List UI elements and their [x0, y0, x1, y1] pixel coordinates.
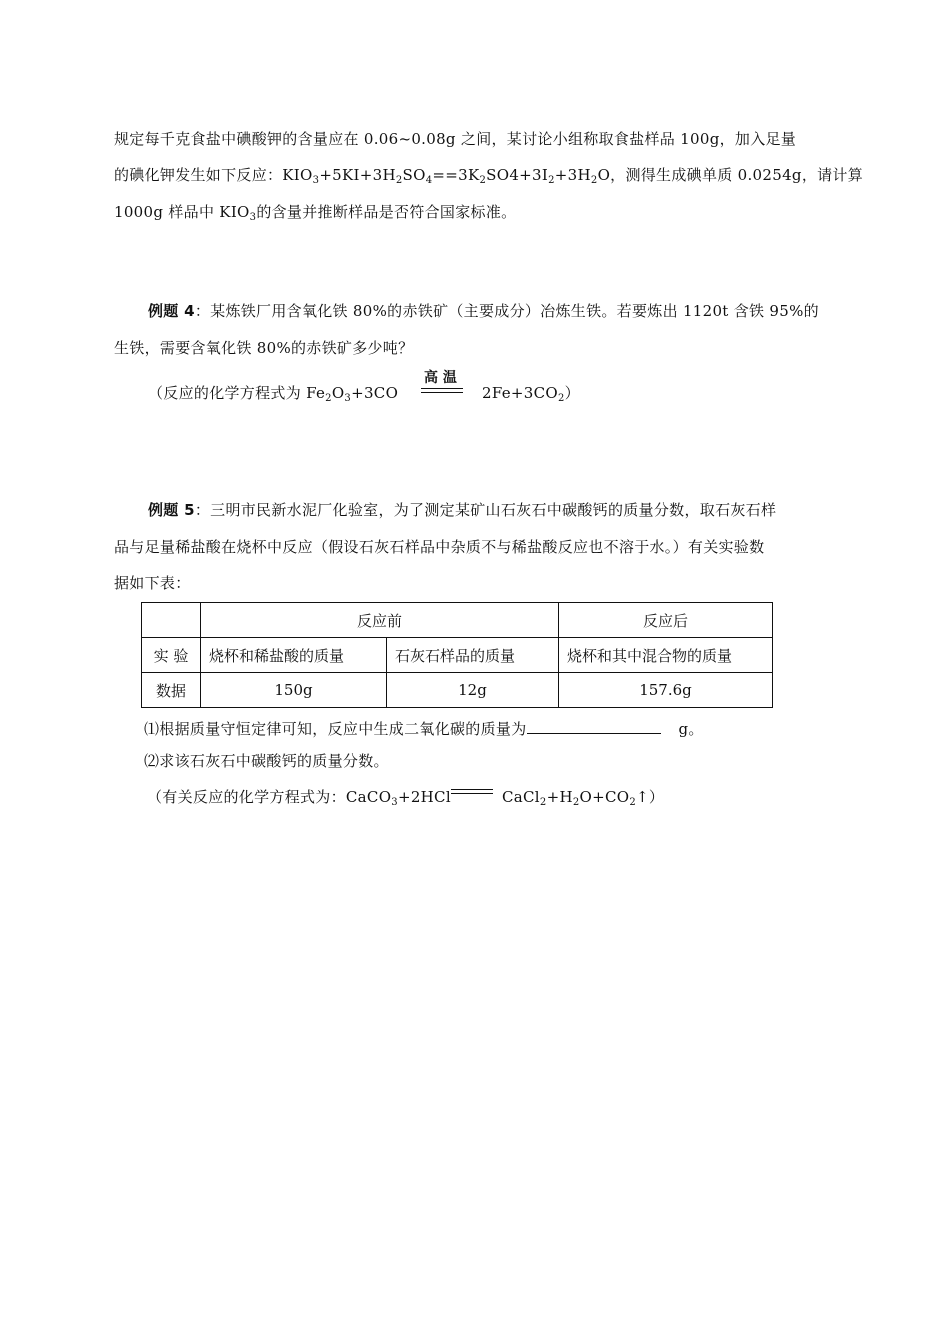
table-column-header: 烧杯和其中混合物的质量 — [559, 638, 773, 673]
example-label: 例题 5 — [148, 501, 195, 519]
table-header-cell: 反应后 — [559, 603, 773, 638]
data-table — [141, 602, 773, 708]
table-cell: 12g — [387, 673, 559, 708]
table-cell: 157.6g — [559, 673, 773, 708]
example-5-line: 品与足量稀盐酸在烧杯中反应（假设石灰石样品中杂质不与稀盐酸反应也不溶于水。）有关实验数 — [114, 538, 765, 556]
double-equals-sign — [451, 789, 493, 794]
table-cell — [142, 603, 201, 638]
equation-line: （有关反应的化学方程式为：CaCO$_3$+2HCl — [147, 788, 451, 808]
example-4-line: 生铁，需要含氧化铁 80%的赤铁矿多少吨？ — [114, 339, 414, 357]
paragraph-line: 1000g 样品中 $KIO_3$的含量并推断样品是否符合国家标准。 — [114, 203, 517, 223]
example-label: 例题 4 — [148, 302, 195, 320]
equation-line: （反应的化学方程式为 $Fe_2O_3+3CO$ — [148, 384, 399, 404]
table-column-header: 烧杯和稀盐酸的质量 — [201, 638, 387, 673]
reaction-condition: 高 温 — [424, 370, 457, 386]
table-row — [142, 673, 773, 708]
question-1: ⑴根据质量守恒定律可知，反应中生成二氧化碳的质量为 g。 — [144, 720, 704, 738]
question-2: ⑵求该石灰石中碳酸钙的质量分数。 — [144, 752, 389, 770]
answer-blank[interactable] — [527, 719, 661, 734]
example-5-line: 例题 5：三明市民新水泥厂化验室，为了测定某矿山石灰石中碳酸钙的质量分数，取石灰石样 — [148, 501, 777, 519]
example-4-line: 例题 4：某炼铁厂用含氧化铁 80%的赤铁矿（主要成分）冶炼生铁。若要炼出 1120t 含铁 95%的 — [148, 302, 819, 320]
table-header-cell: 反应前 — [201, 603, 559, 638]
table-column-header: 石灰石样品的质量 — [387, 638, 559, 673]
paragraph-line: 的碘化钾发生如下反应：$KIO_3+5KI+3H_2SO_4==3K_2SO4+3I_2+3H_2O$，测得生成碘单质 0.0254g，请计算 — [114, 166, 864, 186]
double-equals-sign — [421, 388, 463, 393]
table-row — [142, 603, 773, 638]
equation-line: $CaCl_2+H_2O+CO_2↑$） — [502, 788, 665, 808]
paragraph-line: 规定每千克食盐中碘酸钾的含量应在 0.06~0.08g 之间，某讨论小组称取食盐样品 100g，加入足量 — [114, 130, 797, 148]
table-row — [142, 638, 773, 673]
example-5-line: 据如下表： — [114, 574, 191, 592]
table-cell: 150g — [201, 673, 387, 708]
table-row-label: 实 验 — [142, 638, 201, 673]
table-row-label: 数据 — [142, 673, 201, 708]
equation-line: $2Fe+3CO_2$） — [482, 384, 580, 404]
